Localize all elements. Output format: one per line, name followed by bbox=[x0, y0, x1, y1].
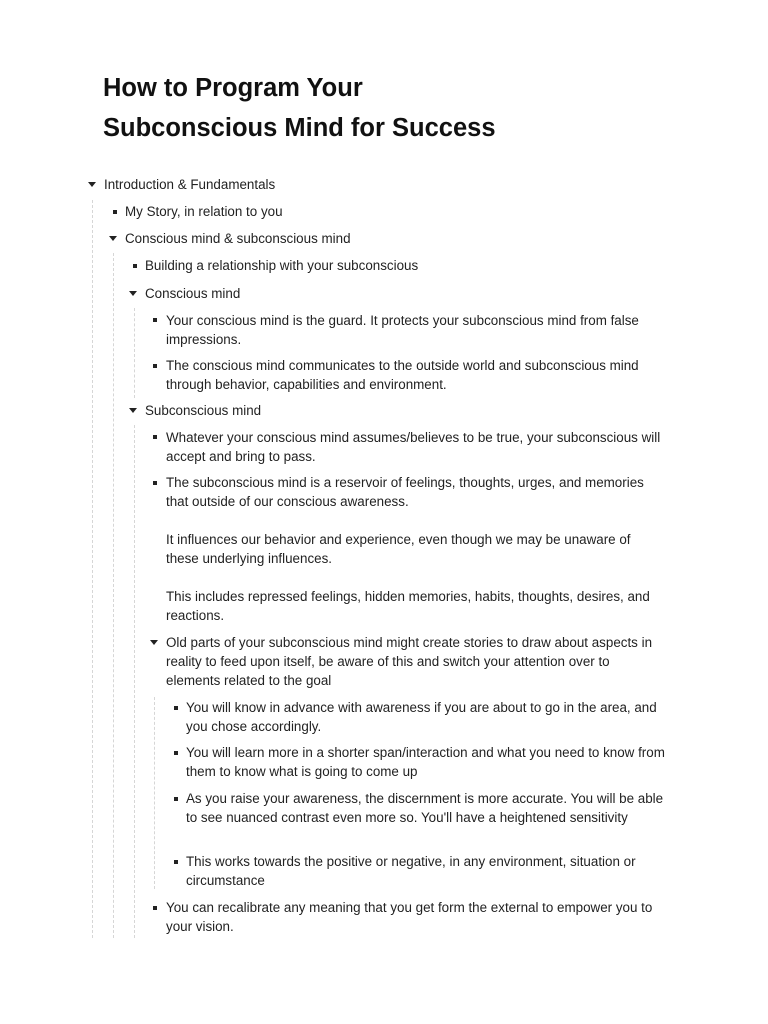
outline-item-conscious-subconscious: Conscious mind & subconscious mind bbox=[125, 231, 351, 246]
indent-guide-level-1 bbox=[92, 200, 93, 938]
bullet-icon bbox=[153, 318, 157, 322]
bullet-icon bbox=[153, 906, 157, 910]
outline-item-recalibrate: You can recalibrate any meaning that you get form the external to empower you to your vision. bbox=[166, 900, 653, 934]
outline-item-old-parts: Old parts of your subconscious mind might create stories to draw about aspects in reality to feed upon itself, be aware of this and switch your attention over to elements related to the goal bbox=[166, 635, 653, 688]
outline-item-positive-negative: This works towards the positive or negative, in any environment, situation or circumstance bbox=[186, 854, 636, 888]
outline-item-subconscious-mind: Subconscious mind bbox=[145, 403, 262, 418]
outline-item-assumes: Whatever your conscious mind assumes/believes to be true, your subconscious will accept and bring to pass. bbox=[166, 430, 661, 464]
outline-item-my-story: My Story, in relation to you bbox=[125, 204, 283, 219]
page-title-line-1: How to Program Your bbox=[103, 74, 363, 102]
bullet-icon bbox=[133, 264, 137, 268]
indent-guide-level-3-conscious bbox=[134, 308, 135, 398]
bullet-icon bbox=[153, 364, 157, 368]
outline-item-communicates: The conscious mind communicates to the outside world and subconscious mind through behavior, capabilities and environment. bbox=[166, 358, 639, 392]
indent-guide-level-4 bbox=[154, 697, 155, 889]
indent-guide-level-3-subconscious bbox=[134, 425, 135, 938]
bullet-icon bbox=[174, 706, 178, 710]
bullet-icon bbox=[174, 751, 178, 755]
outline-item-learn-more: You will learn more in a shorter span/interaction and what you need to know from them to know what is going to come up bbox=[186, 745, 665, 779]
collapse-toggle-icon[interactable] bbox=[109, 236, 117, 244]
outline-item-raise-awareness: As you raise your awareness, the discernment is more accurate. You will be able to see nuanced contrast even more so. You'll have a heightened sensitivity bbox=[186, 791, 664, 825]
bullet-icon bbox=[174, 797, 178, 801]
outline-item-know-in-advance: You will know in advance with awareness if you are about to go in the area, and you chose accordingly. bbox=[186, 700, 657, 734]
bullet-icon bbox=[153, 435, 157, 439]
indent-guide-level-2 bbox=[113, 253, 114, 938]
bullet-icon bbox=[174, 860, 178, 864]
collapse-toggle-icon[interactable] bbox=[129, 408, 137, 416]
collapse-toggle-icon[interactable] bbox=[150, 640, 158, 648]
collapse-toggle-icon[interactable] bbox=[129, 291, 137, 299]
outline-item-reservoir: The subconscious mind is a reservoir of feelings, thoughts, urges, and memories that outside of our conscious awareness. It influences our behavior and experience, even though we may be unaware of these underlying influences. This includes repressed feelings, hidden memories, habits, thoughts, desires, and reactions. bbox=[166, 475, 650, 623]
bullet-icon bbox=[113, 210, 117, 214]
page-title-line-2: Subconscious Mind for Success bbox=[103, 114, 496, 142]
outline-item-introduction: Introduction & Fundamentals bbox=[104, 177, 276, 192]
bullet-icon bbox=[153, 481, 157, 485]
outline-item-building-relationship: Building a relationship with your subconscious bbox=[145, 258, 419, 273]
collapse-toggle-icon[interactable] bbox=[88, 182, 96, 190]
outline-item-guard: Your conscious mind is the guard. It protects your subconscious mind from false impressions. bbox=[166, 313, 639, 347]
outline-item-conscious-mind: Conscious mind bbox=[145, 286, 241, 301]
